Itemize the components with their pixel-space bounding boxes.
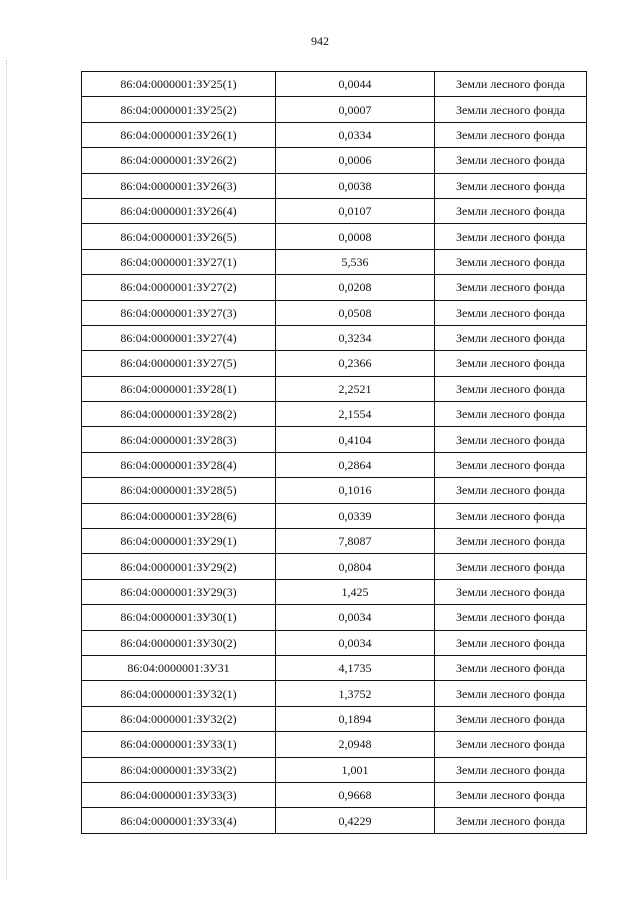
- area-cell: 0,0007: [276, 97, 435, 122]
- land-category-cell: Земли лесного фонда: [435, 757, 587, 782]
- cadastral-id-cell: 86:04:0000001:ЗУ31: [82, 655, 276, 680]
- land-plots-table: [81, 71, 587, 834]
- area-cell: 7,8087: [276, 529, 435, 554]
- area-cell: 0,2366: [276, 351, 435, 376]
- table-row: [82, 275, 587, 300]
- land-category-cell: Земли лесного фонда: [435, 529, 587, 554]
- cadastral-id-cell: 86:04:0000001:ЗУ27(4): [82, 325, 276, 350]
- table-row: [82, 72, 587, 97]
- cadastral-id-cell: 86:04:0000001:ЗУ28(5): [82, 478, 276, 503]
- area-cell: 0,0034: [276, 605, 435, 630]
- table-row: [82, 173, 587, 198]
- table-row: [82, 757, 587, 782]
- table-row: [82, 325, 587, 350]
- area-cell: 0,0008: [276, 224, 435, 249]
- area-cell: 0,1894: [276, 706, 435, 731]
- area-cell: 1,425: [276, 579, 435, 604]
- area-cell: 2,1554: [276, 402, 435, 427]
- area-cell: 0,0508: [276, 300, 435, 325]
- cadastral-id-cell: 86:04:0000001:ЗУ33(3): [82, 782, 276, 807]
- cadastral-id-cell: 86:04:0000001:ЗУ26(5): [82, 224, 276, 249]
- table-row: [82, 706, 587, 731]
- land-category-cell: Земли лесного фонда: [435, 376, 587, 401]
- land-category-cell: Земли лесного фонда: [435, 554, 587, 579]
- area-cell: 4,1735: [276, 655, 435, 680]
- cadastral-id-cell: 86:04:0000001:ЗУ27(3): [82, 300, 276, 325]
- land-category-cell: Земли лесного фонда: [435, 122, 587, 147]
- table-row: [82, 478, 587, 503]
- cadastral-id-cell: 86:04:0000001:ЗУ29(3): [82, 579, 276, 604]
- table-row: [82, 630, 587, 655]
- cadastral-id-cell: 86:04:0000001:ЗУ32(1): [82, 681, 276, 706]
- table-row: [82, 655, 587, 680]
- cadastral-id-cell: 86:04:0000001:ЗУ26(3): [82, 173, 276, 198]
- land-category-cell: Земли лесного фонда: [435, 655, 587, 680]
- land-category-cell: Земли лесного фонда: [435, 579, 587, 604]
- cadastral-id-cell: 86:04:0000001:ЗУ30(1): [82, 605, 276, 630]
- area-cell: 2,2521: [276, 376, 435, 401]
- area-cell: 0,1016: [276, 478, 435, 503]
- table-row: [82, 148, 587, 173]
- cadastral-id-cell: 86:04:0000001:ЗУ28(4): [82, 452, 276, 477]
- cadastral-id-cell: 86:04:0000001:ЗУ27(5): [82, 351, 276, 376]
- table-row: [82, 97, 587, 122]
- table-row: [82, 224, 587, 249]
- table-row: [82, 529, 587, 554]
- table-row: [82, 732, 587, 757]
- area-cell: 0,4229: [276, 808, 435, 833]
- table-row: [82, 579, 587, 604]
- land-category-cell: Земли лесного фонда: [435, 427, 587, 452]
- land-category-cell: Земли лесного фонда: [435, 249, 587, 274]
- table-body: [82, 72, 587, 834]
- area-cell: 0,2864: [276, 452, 435, 477]
- table-row: [82, 554, 587, 579]
- cadastral-id-cell: 86:04:0000001:ЗУ27(2): [82, 275, 276, 300]
- land-category-cell: Земли лесного фонда: [435, 198, 587, 223]
- cadastral-id-cell: 86:04:0000001:ЗУ33(4): [82, 808, 276, 833]
- land-category-cell: Земли лесного фонда: [435, 503, 587, 528]
- cadastral-id-cell: 86:04:0000001:ЗУ28(2): [82, 402, 276, 427]
- area-cell: 1,3752: [276, 681, 435, 706]
- page-number: 942: [311, 34, 329, 48]
- cadastral-id-cell: 86:04:0000001:ЗУ29(2): [82, 554, 276, 579]
- cadastral-id-cell: 86:04:0000001:ЗУ27(1): [82, 249, 276, 274]
- area-cell: 5,536: [276, 249, 435, 274]
- table-row: [82, 300, 587, 325]
- table-row: [82, 452, 587, 477]
- land-category-cell: Земли лесного фонда: [435, 224, 587, 249]
- land-category-cell: Земли лесного фонда: [435, 173, 587, 198]
- cadastral-id-cell: 86:04:0000001:ЗУ33(2): [82, 757, 276, 782]
- land-category-cell: Земли лесного фонда: [435, 808, 587, 833]
- area-cell: 0,4104: [276, 427, 435, 452]
- cadastral-id-cell: 86:04:0000001:ЗУ25(2): [82, 97, 276, 122]
- land-category-cell: Земли лесного фонда: [435, 97, 587, 122]
- cadastral-id-cell: 86:04:0000001:ЗУ28(6): [82, 503, 276, 528]
- table-row: [82, 402, 587, 427]
- table-row: [82, 605, 587, 630]
- table-row: [82, 503, 587, 528]
- cadastral-id-cell: 86:04:0000001:ЗУ28(3): [82, 427, 276, 452]
- area-cell: 0,0038: [276, 173, 435, 198]
- land-category-cell: Земли лесного фонда: [435, 72, 587, 97]
- table-row: [82, 198, 587, 223]
- table-row: [82, 122, 587, 147]
- cadastral-id-cell: 86:04:0000001:ЗУ25(1): [82, 72, 276, 97]
- land-category-cell: Земли лесного фонда: [435, 782, 587, 807]
- scan-edge-artifact: [6, 60, 8, 880]
- cadastral-id-cell: 86:04:0000001:ЗУ32(2): [82, 706, 276, 731]
- land-category-cell: Земли лесного фонда: [435, 275, 587, 300]
- land-category-cell: Земли лесного фонда: [435, 325, 587, 350]
- land-category-cell: Земли лесного фонда: [435, 630, 587, 655]
- cadastral-id-cell: 86:04:0000001:ЗУ30(2): [82, 630, 276, 655]
- area-cell: 0,0006: [276, 148, 435, 173]
- land-category-cell: Земли лесного фонда: [435, 681, 587, 706]
- area-cell: 1,001: [276, 757, 435, 782]
- cadastral-id-cell: 86:04:0000001:ЗУ26(4): [82, 198, 276, 223]
- land-category-cell: Земли лесного фонда: [435, 402, 587, 427]
- area-cell: 0,9668: [276, 782, 435, 807]
- cadastral-id-cell: 86:04:0000001:ЗУ29(1): [82, 529, 276, 554]
- cadastral-id-cell: 86:04:0000001:ЗУ26(1): [82, 122, 276, 147]
- table-row: [82, 681, 587, 706]
- table-row: [82, 376, 587, 401]
- area-cell: 0,0044: [276, 72, 435, 97]
- land-category-cell: Земли лесного фонда: [435, 351, 587, 376]
- area-cell: 0,0034: [276, 630, 435, 655]
- land-category-cell: Земли лесного фонда: [435, 452, 587, 477]
- area-cell: 0,0804: [276, 554, 435, 579]
- table-row: [82, 808, 587, 833]
- table-row: [82, 351, 587, 376]
- cadastral-id-cell: 86:04:0000001:ЗУ26(2): [82, 148, 276, 173]
- table-row: [82, 782, 587, 807]
- cadastral-id-cell: 86:04:0000001:ЗУ33(1): [82, 732, 276, 757]
- land-category-cell: Земли лесного фонда: [435, 732, 587, 757]
- land-category-cell: Земли лесного фонда: [435, 706, 587, 731]
- area-cell: 0,0208: [276, 275, 435, 300]
- area-cell: 0,0339: [276, 503, 435, 528]
- land-category-cell: Земли лесного фонда: [435, 148, 587, 173]
- cadastral-id-cell: 86:04:0000001:ЗУ28(1): [82, 376, 276, 401]
- area-cell: 0,0334: [276, 122, 435, 147]
- land-category-cell: Земли лесного фонда: [435, 605, 587, 630]
- land-category-cell: Земли лесного фонда: [435, 478, 587, 503]
- land-category-cell: Земли лесного фонда: [435, 300, 587, 325]
- table-row: [82, 249, 587, 274]
- area-cell: 0,0107: [276, 198, 435, 223]
- area-cell: 0,3234: [276, 325, 435, 350]
- table-row: [82, 427, 587, 452]
- area-cell: 2,0948: [276, 732, 435, 757]
